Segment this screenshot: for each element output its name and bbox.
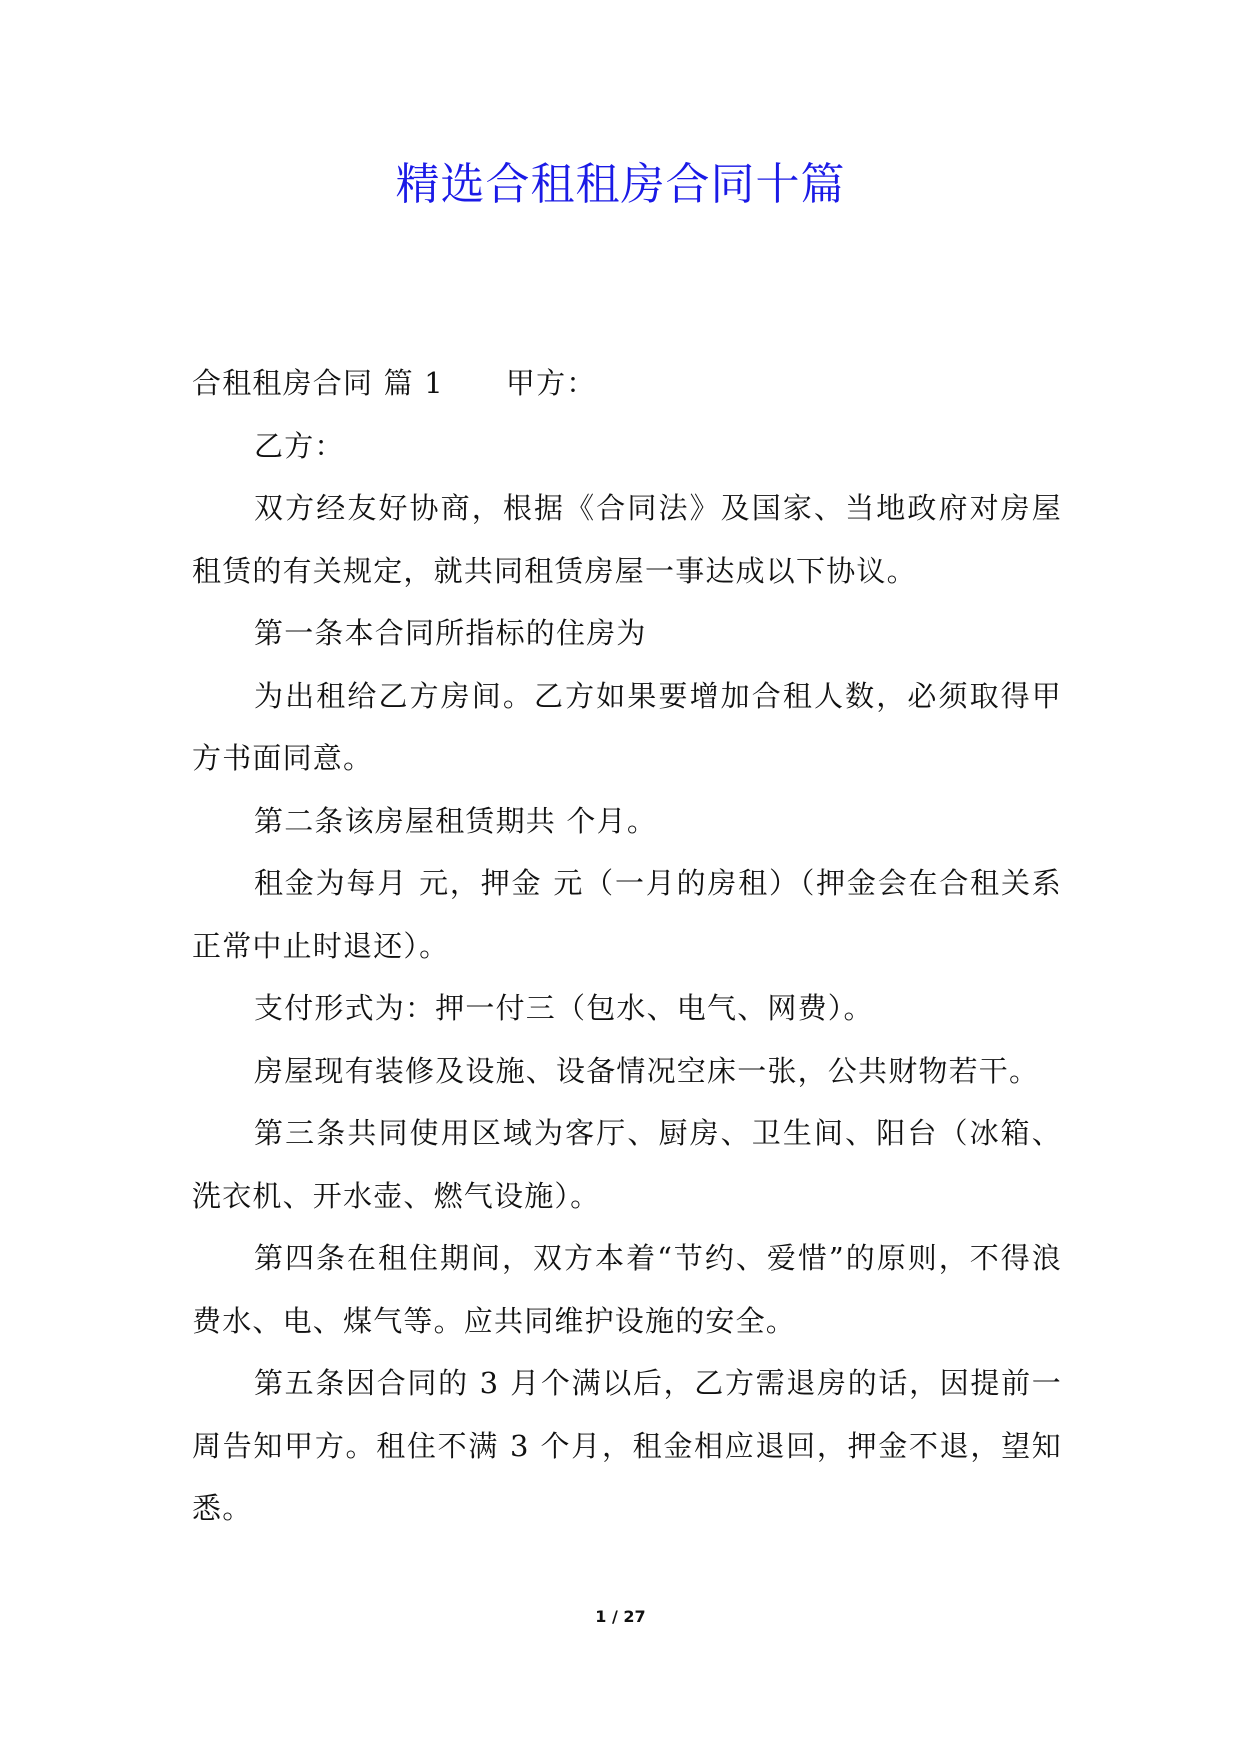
paragraph-article-5: 第五条因合同的 3 月个满以后，乙方需退房的话，因提前一周告知甲方。租住不满 3 个月，租金相应退回，押金不退，望知悉。 bbox=[192, 1366, 1062, 1525]
paragraph-article-3: 第三条共同使用区域为客厅、厨房、卫生间、阳台（冰箱、洗衣机、开水壶、燃气设施）。 bbox=[192, 1116, 1062, 1213]
paragraph-payment: 支付形式为：押一付三（包水、电气、网费）。 bbox=[254, 991, 874, 1025]
paragraph-facilities: 房屋现有装修及设施、设备情况空床一张，公共财物若干。 bbox=[254, 1053, 1040, 1088]
paragraph-intro: 双方经友好协商，根据《合同法》及国家、当地政府对房屋租赁的有关规定，就共同租赁房屋一事达成以下协议。 bbox=[192, 491, 1062, 588]
paragraph-article-2: 第二条该房屋租赁期共 个月。 bbox=[254, 803, 658, 838]
first-line bbox=[192, 352, 1062, 415]
contract-heading: 合租租房合同 篇 1 bbox=[192, 366, 444, 400]
document-title: 精选合租租房合同十篇 bbox=[395, 159, 846, 210]
paragraph-article-4: 第四条在租住期间，双方本着“节约、爱惜”的原则，不得浪费水、电、煤气等。应共同维护设施的安全。 bbox=[192, 1241, 1062, 1338]
paragraph-party-b: 乙方： bbox=[254, 428, 345, 463]
paragraph-rent: 租金为每月 元，押金 元（一月的房租）（押金会在合租关系正常中止时退还）。 bbox=[192, 866, 1062, 963]
page-number: 1 / 27 bbox=[595, 1607, 646, 1626]
paragraph-article-1-detail: 为出租给乙方房间。乙方如果要增加合租人数，必须取得甲方书面同意。 bbox=[192, 678, 1062, 775]
party-a-label: 甲方： bbox=[505, 366, 597, 400]
document-body bbox=[192, 352, 1062, 1540]
paragraph-article-1: 第一条本合同所指标的住房为 bbox=[254, 616, 647, 650]
